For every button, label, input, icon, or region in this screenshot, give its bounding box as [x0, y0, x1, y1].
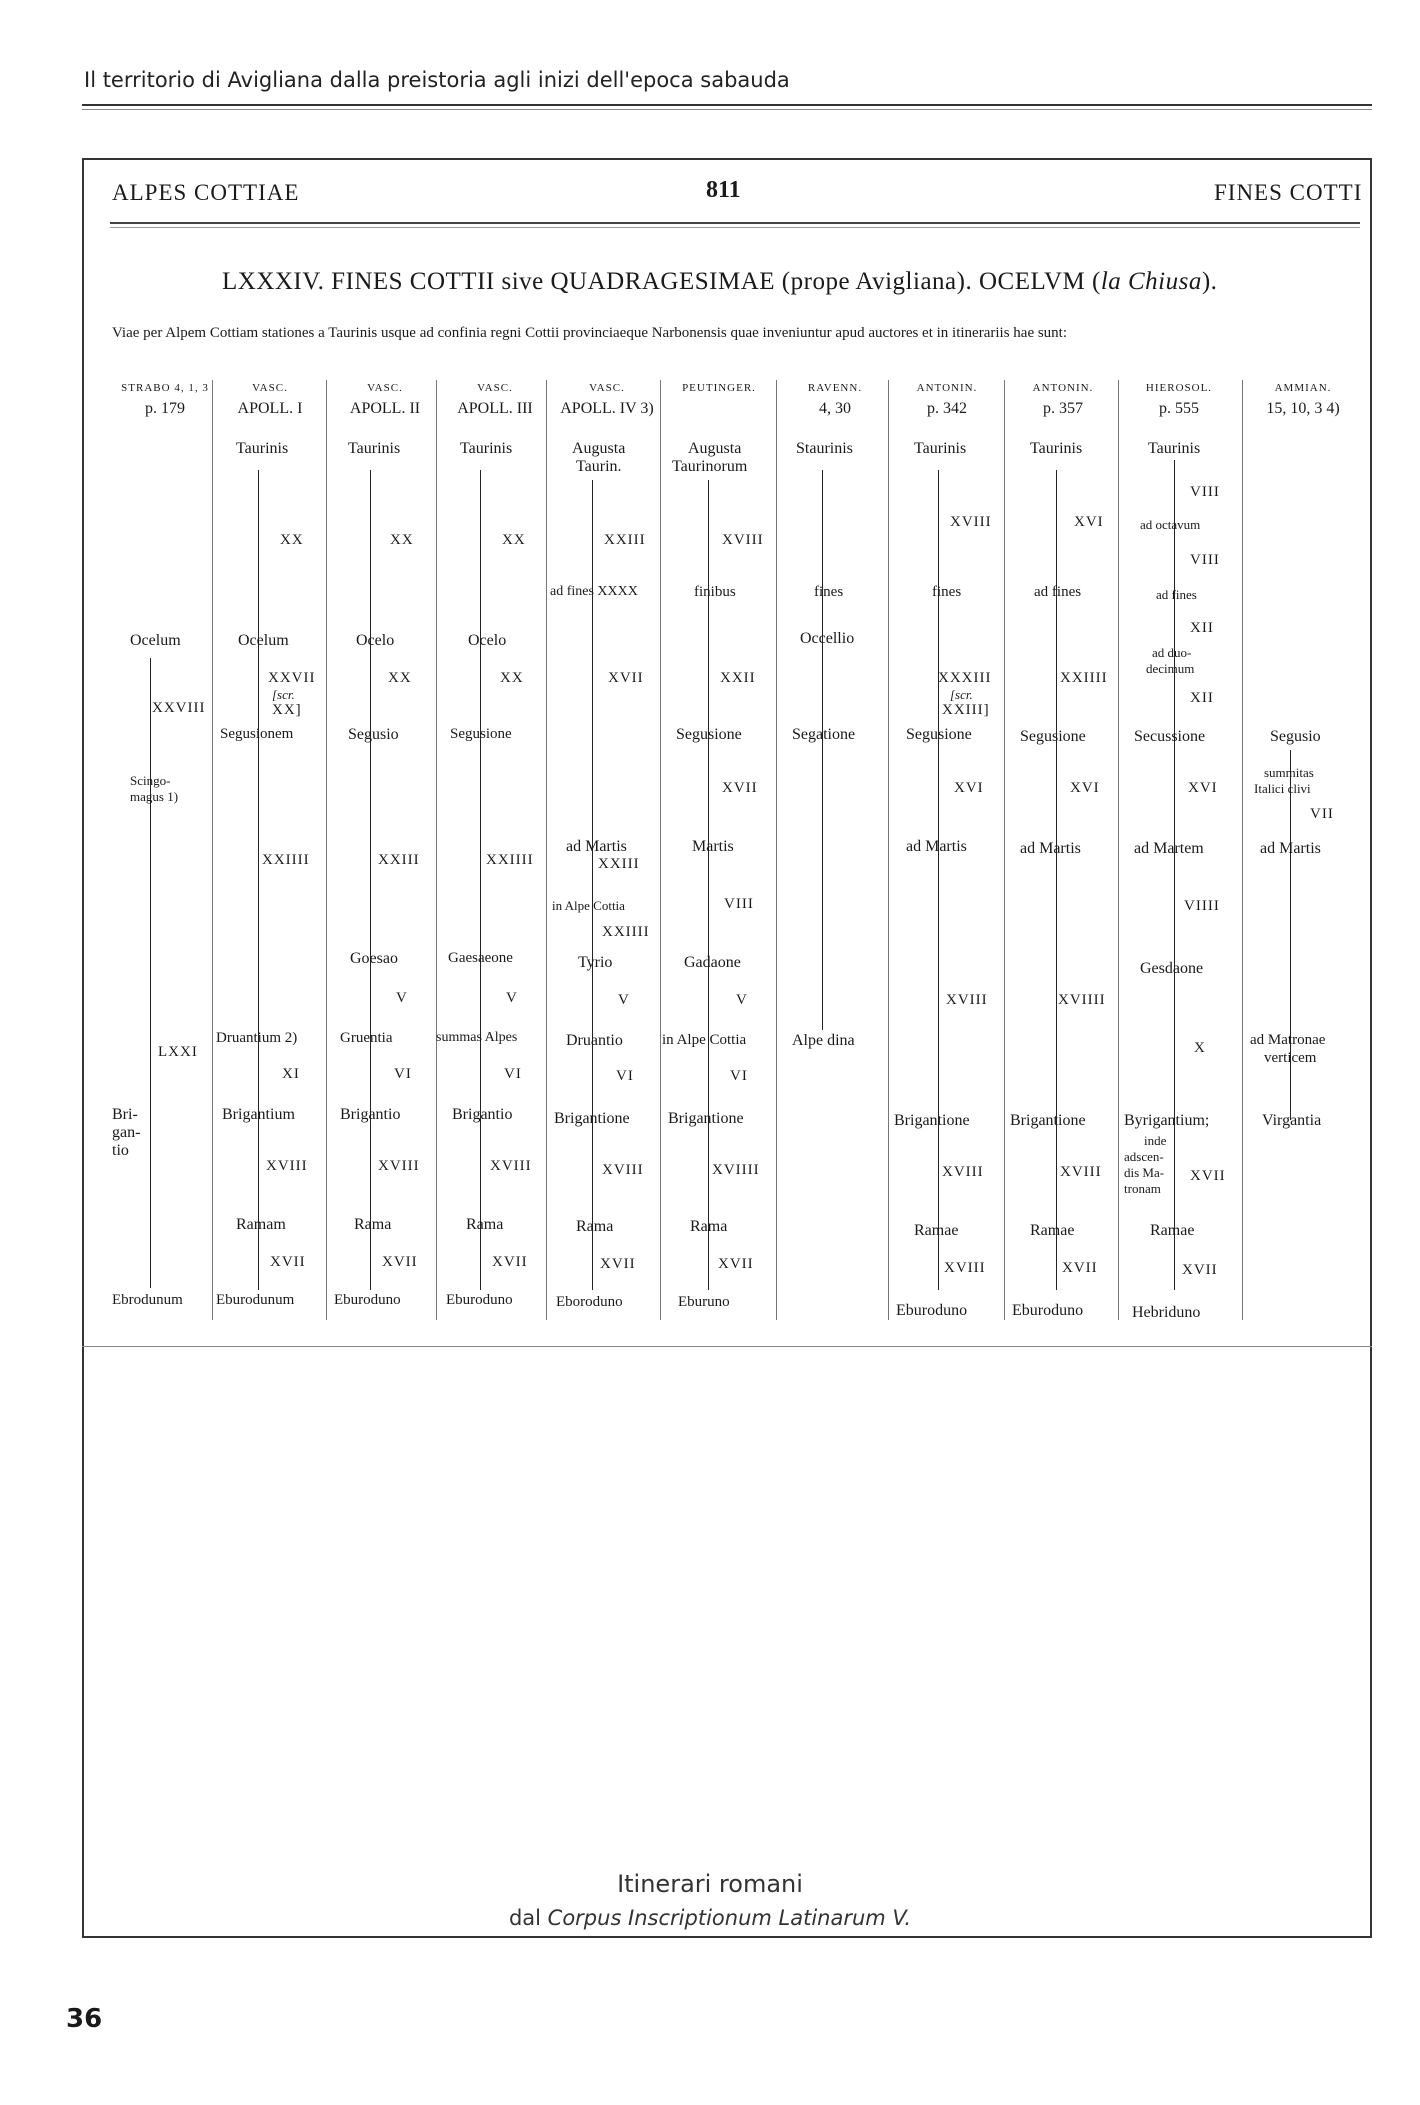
caption-source — [0, 1906, 1420, 1930]
place-name: Eburoduno — [896, 1302, 968, 1319]
place-name: fines — [814, 584, 844, 600]
column-separator — [546, 380, 547, 1320]
distance: XVIII — [946, 992, 988, 1008]
place-name: Martis — [692, 838, 734, 855]
column-separator — [326, 380, 327, 1320]
column-subheader: APOLL. IV 3) — [560, 400, 654, 417]
distance: V — [618, 992, 630, 1008]
place-name: Taurin. — [576, 458, 622, 475]
place-name: in Alpe Cottia — [662, 1032, 747, 1048]
place-name: Occellio — [800, 630, 855, 647]
place-name: Ramae — [914, 1222, 959, 1239]
place-name: Druantium 2) — [216, 1030, 298, 1046]
distance: XVII — [600, 1256, 636, 1272]
distance: XX — [500, 670, 524, 686]
place-name: Gruentia — [340, 1030, 393, 1046]
place-name: Brigantione — [1010, 1112, 1086, 1129]
place-name: tronam — [1124, 1181, 1161, 1196]
place-name: Byrigantium; — [1124, 1112, 1210, 1129]
place-name: Rama — [354, 1216, 392, 1233]
column-separator — [436, 380, 437, 1320]
place-name: Brigantione — [554, 1110, 630, 1127]
column-header: VASC. — [252, 382, 288, 394]
distance: XII — [1190, 690, 1214, 706]
place-name: summas Alpes — [436, 1030, 518, 1045]
distance: VI — [504, 1066, 522, 1082]
place-name: fines — [932, 584, 962, 600]
column-header: AMMIAN. — [1274, 382, 1332, 394]
place-name: Ramam — [236, 1216, 286, 1233]
caption-title: Itinerari romani — [617, 1870, 803, 1898]
column-subheader: p. 357 — [1043, 400, 1083, 417]
place-name: Gesdaone — [1140, 960, 1204, 977]
distance: XXIIII — [262, 852, 310, 868]
place-name: ad Martis — [1020, 840, 1081, 857]
distance: VIII — [1190, 484, 1220, 500]
distance: XXIII — [604, 532, 646, 548]
distance: XXIIII — [602, 924, 650, 940]
place-name: ad fines — [1034, 584, 1082, 600]
distance: VIII — [1190, 552, 1220, 568]
distance: XI — [282, 1066, 300, 1082]
distance: XVII — [1062, 1260, 1098, 1276]
column-header: STRABO 4, 1, 3 — [121, 382, 209, 394]
column-header: ANTONIN. — [1032, 382, 1094, 394]
cil-rule — [110, 222, 1360, 224]
place-name: Hebriduno — [1132, 1304, 1201, 1321]
column-header: VASC. — [589, 382, 625, 394]
distance: LXXI — [158, 1044, 198, 1060]
distance: VII — [1310, 806, 1334, 822]
caption-source-prefix: dal — [508, 1906, 548, 1930]
place-name: ad fines XXXX — [550, 584, 638, 599]
column-subheader: 4, 30 — [819, 400, 851, 417]
place-name: ad Martis — [1260, 840, 1321, 857]
place-name: ad Matronae — [1250, 1032, 1326, 1048]
running-head: Il territorio di Avigliana dalla preistoria agli inizi dell'epoca sabauda — [84, 68, 790, 92]
place-name: Taurinis — [460, 440, 513, 457]
distance: XXII — [720, 670, 756, 686]
distance: V — [506, 990, 518, 1006]
distance: XXIIII — [1060, 670, 1108, 686]
column-header: RAVENN. — [807, 382, 863, 394]
distance: XVIII — [944, 1260, 986, 1276]
place-name: Gaesaeone — [448, 950, 513, 966]
section-title — [222, 268, 1217, 296]
place-name: Brigantio — [340, 1106, 401, 1123]
route-line — [1174, 460, 1175, 1290]
place-name: Ocelo — [356, 632, 395, 649]
cil-rule-thin — [110, 227, 1360, 228]
place-name: Eburoduno — [1012, 1302, 1084, 1319]
distance: XVII — [382, 1254, 418, 1270]
scan-frame-top — [82, 158, 1372, 160]
place-name: Rama — [466, 1216, 504, 1233]
distance: XVII — [1182, 1262, 1218, 1278]
distance: XVIII — [266, 1158, 308, 1174]
place-name: Segusio — [1270, 728, 1321, 745]
distance: X — [1194, 1040, 1206, 1056]
place-name: Taurinis — [236, 440, 289, 457]
page-number: 36 — [66, 2004, 103, 2034]
distance: XVI — [1070, 780, 1100, 796]
cil-header-right: FINES COTTI — [1214, 180, 1363, 205]
place-name: Segusione — [676, 726, 742, 743]
distance: XXIII — [378, 852, 420, 868]
place-name: Ebrodunum — [112, 1292, 183, 1308]
route-line — [258, 470, 259, 1290]
place-name: Tyrio — [578, 954, 613, 971]
note: [scr. — [950, 687, 973, 702]
distance: V — [736, 992, 748, 1008]
place-name: Brigantione — [894, 1112, 970, 1129]
distance: XVIII — [1060, 1164, 1102, 1180]
place-name: Eburuno — [678, 1294, 730, 1310]
place-name: Brigantium — [222, 1106, 295, 1123]
place-name: Taurinis — [1030, 440, 1083, 457]
place-name: Brigantio — [452, 1106, 513, 1123]
note: [scr. — [272, 687, 295, 702]
place-name: in Alpe Cottia — [552, 898, 625, 913]
place-name: Secussione — [1134, 728, 1206, 745]
column-separator — [1004, 380, 1005, 1320]
distance: XVIIII — [712, 1162, 760, 1178]
place-name: Gadaone — [684, 954, 741, 971]
column-header: VASC. — [367, 382, 403, 394]
route-line — [592, 480, 593, 1290]
distance: XVI — [1188, 780, 1218, 796]
column-separator — [888, 380, 889, 1320]
place-name: Taurinis — [914, 440, 967, 457]
place-name: Ramae — [1150, 1222, 1195, 1239]
place-name: Staurinis — [796, 440, 853, 457]
column-separator — [660, 380, 661, 1320]
header-rule-thin — [82, 109, 1372, 110]
distance: XXVII — [268, 670, 316, 686]
section-title-end: ). — [1201, 268, 1218, 295]
cil-page-number: 811 — [706, 177, 741, 203]
place-name: Goesao — [350, 950, 398, 967]
place-name: ad fines — [1156, 587, 1197, 602]
distance: VIIII — [1184, 898, 1220, 914]
place-name: gan- — [112, 1124, 141, 1141]
place-name: Eboroduno — [556, 1294, 623, 1310]
place-name: Taurinis — [1148, 440, 1201, 457]
distance: XVIII — [490, 1158, 532, 1174]
place-name: ad Martis — [906, 838, 967, 855]
column-separator — [776, 380, 777, 1320]
place-name: Eburoduno — [446, 1292, 513, 1308]
distance: XX — [280, 532, 304, 548]
place-name: Segusionem — [220, 726, 294, 742]
place-name: dis Ma- — [1124, 1165, 1165, 1180]
column-header: PEUTINGER. — [682, 382, 756, 394]
place-name: tio — [112, 1142, 129, 1159]
route-line — [822, 470, 823, 1030]
distance: XX] — [272, 702, 302, 718]
distance: XVIII — [950, 514, 992, 530]
route-line — [370, 470, 371, 1290]
place-name: Segatione — [792, 726, 856, 743]
mid-rule — [82, 1346, 1372, 1347]
column-separator — [1118, 380, 1119, 1320]
place-name: Druantio — [566, 1032, 623, 1049]
distance: XX — [390, 532, 414, 548]
column-header: VASC. — [477, 382, 513, 394]
header-rule — [82, 104, 1372, 106]
distance: XVIIII — [1058, 992, 1106, 1008]
place-name: Ramae — [1030, 1222, 1075, 1239]
place-name: ad duo- — [1152, 645, 1192, 660]
column-subheader: 15, 10, 3 4) — [1266, 400, 1340, 417]
column-subheader: APOLL. I — [237, 400, 303, 417]
place-name: inde — [1144, 1133, 1167, 1148]
place-name: ad Martis — [566, 838, 627, 855]
place-name: Virgantia — [1262, 1112, 1322, 1129]
distance: XXIII — [598, 856, 640, 872]
place-name: Segusione — [1020, 728, 1086, 745]
column-subheader: APOLL. III — [457, 400, 533, 417]
section-title-main: LXXXIV. FINES COTTII sive QUADRAGESIMAE (prope Avigliana). OCELVM ( — [222, 268, 1101, 295]
distance: XX — [502, 532, 526, 548]
distance: XVI — [1074, 514, 1104, 530]
distance: XVII — [270, 1254, 306, 1270]
place-name: ad octavum — [1140, 517, 1201, 532]
section-title-italic: la Chiusa — [1100, 268, 1202, 295]
place-name: adscen- — [1124, 1149, 1164, 1164]
place-name: Ocelum — [238, 632, 289, 649]
distance: XVII — [608, 670, 644, 686]
distance: XVI — [954, 780, 984, 796]
place-name: Ocelum — [130, 632, 181, 649]
distance: VI — [616, 1068, 634, 1084]
distance: XXXIII — [938, 670, 992, 686]
place-name: ad Martem — [1134, 840, 1204, 857]
distance: XXVIII — [152, 700, 206, 716]
scan-frame-bottom — [82, 1936, 1372, 1938]
distance: XX — [388, 670, 412, 686]
place-name: Segusio — [348, 726, 399, 743]
place-name: Augusta — [572, 440, 626, 457]
distance: VIII — [724, 896, 754, 912]
place-name: Brigantione — [668, 1110, 744, 1127]
column-subheader: p. 555 — [1159, 400, 1199, 417]
column-header: HIEROSOL. — [1145, 382, 1213, 394]
cil-header-left: ALPES COTTIAE — [112, 180, 300, 205]
column-header: ANTONIN. — [916, 382, 978, 394]
place-name: decimum — [1146, 661, 1195, 676]
intro-text: Viae per Alpem Cottiam stationes a Taurinis usque ad confinia regni Cottii provinciaeque Narbonensis quae inveniuntur apud auctores et in itinerariis hae sunt: — [112, 325, 1068, 341]
column-separator — [1242, 380, 1243, 1320]
distance: XVIII — [942, 1164, 984, 1180]
place-name: magus 1) — [130, 789, 179, 804]
route-line — [708, 480, 709, 1290]
distance: XXIII] — [942, 702, 990, 718]
column-separator — [212, 380, 213, 1320]
place-name: Scingo- — [130, 773, 171, 788]
place-name: Ocelo — [468, 632, 507, 649]
place-name: Rama — [576, 1218, 614, 1235]
place-name: Segusione — [906, 726, 972, 743]
place-name: finibus — [694, 584, 736, 600]
place-name: Italici clivi — [1254, 781, 1311, 796]
distance: XVIII — [602, 1162, 644, 1178]
distance: XVIII — [722, 532, 764, 548]
place-name: Taurinis — [348, 440, 401, 457]
place-name: summitas — [1264, 765, 1314, 780]
distance: XXIIII — [486, 852, 534, 868]
place-name: verticem — [1264, 1050, 1317, 1066]
distance: XVII — [492, 1254, 528, 1270]
place-name: Eburoduno — [334, 1292, 401, 1308]
place-name: Alpe dina — [792, 1032, 855, 1049]
distance: VI — [394, 1066, 412, 1082]
distance: VI — [730, 1068, 748, 1084]
distance: XVII — [718, 1256, 754, 1272]
distance: XVII — [1190, 1168, 1226, 1184]
place-name: Eburodunum — [216, 1292, 295, 1308]
place-name: Taurinorum — [672, 458, 748, 475]
column-subheader: p. 342 — [927, 400, 967, 417]
place-name: Augusta — [688, 440, 742, 457]
distance: XVII — [722, 780, 758, 796]
place-name: Rama — [690, 1218, 728, 1235]
distance: XVIII — [378, 1158, 420, 1174]
route-line — [150, 658, 151, 1288]
distance: V — [396, 990, 408, 1006]
place-name: Bri- — [112, 1106, 138, 1123]
column-subheader: APOLL. II — [349, 400, 421, 417]
column-subheader: p. 179 — [145, 400, 185, 417]
distance: XII — [1190, 620, 1214, 636]
route-line — [480, 470, 481, 1290]
caption-source-title: Corpus Inscriptionum Latinarum V. — [547, 1906, 912, 1930]
place-name: Segusione — [450, 726, 512, 742]
